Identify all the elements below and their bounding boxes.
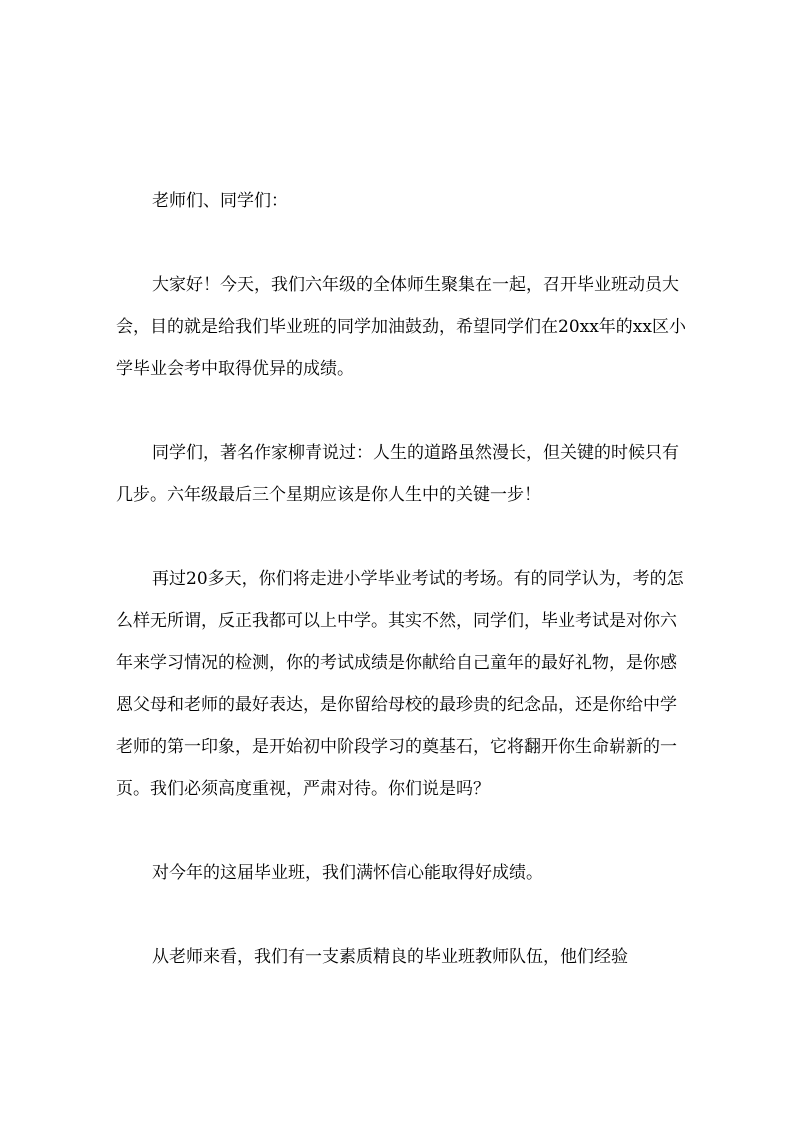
paragraph-greeting: 大家好！今天，我们六年级的全体师生聚集在一起，召开毕业班动员大会，目的就是给我们毕业班的同学加油鼓劲，希望同学们在20xx年的xx区小学毕业会考中取得优异的成绩。	[116, 275, 686, 379]
paragraph-exam-importance: 再过20多天，你们将走进小学毕业考试的考场。有的同学认为，考的怎么样无所谓，反正我都可以上中学。其实不然，同学们，毕业考试是对你六年来学习情况的检测，你的考试成绩是你献给自己童年的最好礼物，是你感恩父母和老师的最好表达，是你留给母校的最珍贵的纪念品，还是你给中学老师的第一印象，是开始初中阶段学习的奠基石，它将翻开你生命崭新的一页。我们必须高度重视，严肃对待。你们说是吗？	[116, 569, 684, 799]
paragraph-liuqing-quote: 同学们，著名作家柳青说过：人生的道路虽然漫长，但关键的时候只有几步。六年级最后三个星期应该是你人生中的关键一步！	[116, 443, 679, 505]
paragraph-teachers: 从老师来看，我们有一支素质精良的毕业班教师队伍，他们经验	[152, 947, 628, 967]
salutation: 老师们、同学们：	[152, 191, 288, 211]
document-body	[116, 180, 690, 1020]
paragraph-confidence: 对今年的这届毕业班，我们满怀信心能取得好成绩。	[152, 863, 543, 883]
